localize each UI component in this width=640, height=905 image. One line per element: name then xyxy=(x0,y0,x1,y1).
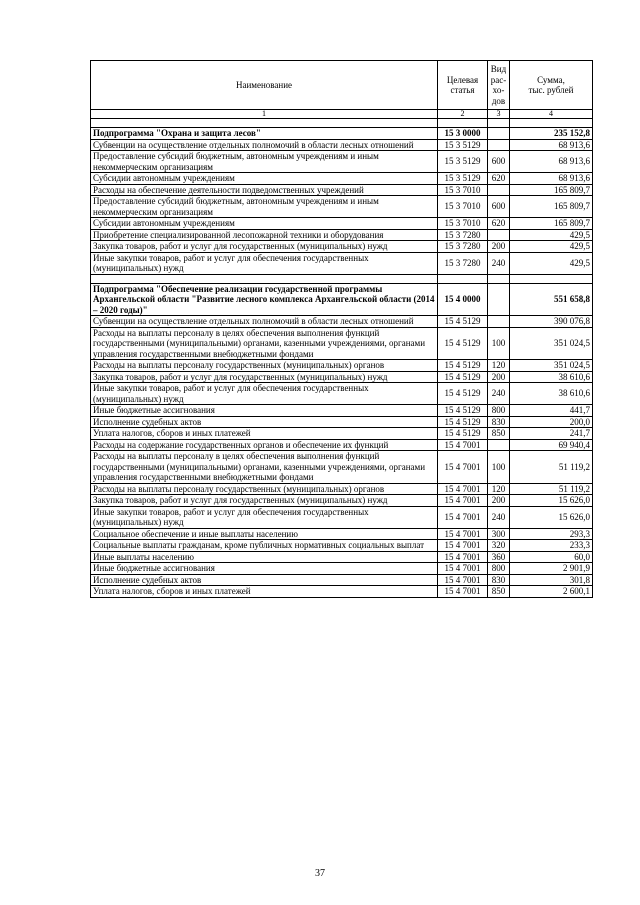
header-code-line: статья xyxy=(450,85,475,95)
vid-cell xyxy=(488,316,510,328)
vid-cell: 600 xyxy=(488,196,510,218)
code-cell: 15 4 7001 xyxy=(438,563,488,575)
sum-cell: 2 901,9 xyxy=(510,563,593,575)
table-row xyxy=(91,371,593,383)
vid-cell: 300 xyxy=(488,528,510,540)
spacer-cell xyxy=(91,274,438,283)
code-cell: 15 3 7280 xyxy=(438,241,488,253)
vid-cell: 320 xyxy=(488,540,510,552)
header-code-line: Целевая xyxy=(446,74,479,85)
name-cell: Уплата налогов, сборов и иных платежей xyxy=(91,586,438,598)
vid-cell: 800 xyxy=(488,563,510,575)
vid-cell: 830 xyxy=(488,416,510,428)
table-row xyxy=(91,416,593,428)
code-cell: 15 3 5129 xyxy=(438,139,488,151)
header-sum xyxy=(510,61,593,110)
column-number: 2 xyxy=(438,110,488,119)
header-name: Наименование xyxy=(91,61,438,110)
sum-cell: 68 913,6 xyxy=(510,151,593,173)
vid-cell xyxy=(488,128,510,140)
code-cell: 15 3 7280 xyxy=(438,229,488,241)
sum-cell: 293,3 xyxy=(510,528,593,540)
page-number: 37 xyxy=(315,868,325,879)
name-cell: Подпрограмма "Охрана и защита лесов" xyxy=(91,128,438,140)
vid-cell: 240 xyxy=(488,506,510,528)
spacer-cell xyxy=(438,274,488,283)
sum-cell: 301,8 xyxy=(510,574,593,586)
vid-cell: 830 xyxy=(488,574,510,586)
name-cell: Закупка товаров, работ и услуг для государственных (муниципальных) нужд xyxy=(91,241,438,253)
name-cell: Субвенции на осуществление отдельных полномочий в области лесных отношений xyxy=(91,139,438,151)
vid-cell: 800 xyxy=(488,405,510,417)
name-cell: Иные закупки товаров, работ и услуг для обеспечения государственных (муниципальных) нужд xyxy=(91,383,438,405)
sum-cell: 241,7 xyxy=(510,428,593,440)
spacer-cell xyxy=(510,274,593,283)
vid-cell: 200 xyxy=(488,241,510,253)
table-row xyxy=(91,360,593,372)
column-number: 4 xyxy=(510,110,593,119)
code-cell: 15 4 7001 xyxy=(438,483,488,495)
spacer-cell xyxy=(510,119,593,128)
name-cell: Приобретение специализированной лесопожарной техники и оборудования xyxy=(91,229,438,241)
code-cell: 15 4 7001 xyxy=(438,586,488,598)
table-row xyxy=(91,184,593,196)
code-cell: 15 4 5129 xyxy=(438,371,488,383)
vid-cell xyxy=(488,439,510,451)
header-sum-line: тыс. рублей xyxy=(528,85,574,95)
name-cell: Иные выплаты населению xyxy=(91,551,438,563)
code-cell: 15 4 7001 xyxy=(438,506,488,528)
sum-cell: 38 610,6 xyxy=(510,383,593,405)
name-cell: Предоставление субсидий бюджетным, автономным учреждениям и иным некоммерческим организациям xyxy=(91,196,438,218)
vid-cell: 360 xyxy=(488,551,510,563)
code-cell: 15 4 7001 xyxy=(438,540,488,552)
header-vid-line: Вид xyxy=(490,64,507,74)
sum-cell: 351 024,5 xyxy=(510,327,593,360)
code-cell: 15 4 5129 xyxy=(438,327,488,360)
header-vid-line: рас- xyxy=(490,74,507,85)
sum-cell: 68 913,6 xyxy=(510,139,593,151)
name-cell: Закупка товаров, работ и услуг для государственных (муниципальных) нужд xyxy=(91,371,438,383)
sum-cell: 15 626,0 xyxy=(510,495,593,507)
code-cell: 15 3 7010 xyxy=(438,218,488,230)
name-cell: Социальные выплаты гражданам, кроме публичных нормативных социальных выплат xyxy=(91,540,438,552)
spacer-cell xyxy=(91,119,438,128)
table-row xyxy=(91,506,593,528)
table-row xyxy=(91,428,593,440)
header-vid-line: дов xyxy=(491,95,506,106)
table-row xyxy=(91,495,593,507)
vid-cell xyxy=(488,184,510,196)
header-sum-line: Сумма, xyxy=(537,74,565,85)
sum-cell: 51 119,2 xyxy=(510,483,593,495)
sum-cell: 68 913,6 xyxy=(510,173,593,185)
table-row xyxy=(91,439,593,451)
name-cell: Субсидии автономным учреждениям xyxy=(91,173,438,185)
name-cell: Предоставление субсидий бюджетным, автономным учреждениям и иным некоммерческим организациям xyxy=(91,151,438,173)
name-cell: Исполнение судебных актов xyxy=(91,574,438,586)
vid-cell: 850 xyxy=(488,428,510,440)
table-row xyxy=(91,196,593,218)
sum-cell: 69 940,4 xyxy=(510,439,593,451)
spacer-cell xyxy=(438,119,488,128)
name-cell: Расходы на обеспечение деятельности подведомственных учреждений xyxy=(91,184,438,196)
name-cell: Субвенции на осуществление отдельных полномочий в области лесных отношений xyxy=(91,316,438,328)
table-row xyxy=(91,139,593,151)
name-cell: Расходы на выплаты персоналу в целях обеспечения выполнения функций государственными (муниципальными) органами, казенными учреждениями, органами управления государственными внебюджетными фондами xyxy=(91,327,438,360)
sum-cell: 200,0 xyxy=(510,416,593,428)
code-cell: 15 3 0000 xyxy=(438,128,488,140)
vid-cell: 620 xyxy=(488,218,510,230)
sum-cell: 441,7 xyxy=(510,405,593,417)
table-row xyxy=(91,252,593,274)
table-row xyxy=(91,483,593,495)
table-row xyxy=(91,173,593,185)
vid-cell xyxy=(488,229,510,241)
code-cell: 15 4 5129 xyxy=(438,316,488,328)
code-cell: 15 3 5129 xyxy=(438,173,488,185)
vid-cell: 120 xyxy=(488,360,510,372)
name-cell: Расходы на выплаты персоналу государственных (муниципальных) органов xyxy=(91,483,438,495)
header-vid-line: хо- xyxy=(492,85,505,95)
sum-cell: 429,5 xyxy=(510,241,593,253)
code-cell: 15 4 5129 xyxy=(438,383,488,405)
code-cell: 15 4 7001 xyxy=(438,551,488,563)
spacer-row xyxy=(91,274,593,283)
sum-cell: 551 658,8 xyxy=(510,283,593,316)
sum-cell: 351 024,5 xyxy=(510,360,593,372)
code-cell: 15 4 5129 xyxy=(438,405,488,417)
name-cell: Исполнение судебных актов xyxy=(91,416,438,428)
sum-cell: 429,5 xyxy=(510,229,593,241)
sum-cell: 390 076,8 xyxy=(510,316,593,328)
table-row xyxy=(91,586,593,598)
subprogram-row xyxy=(91,128,593,140)
code-cell: 15 4 7001 xyxy=(438,528,488,540)
sum-cell: 15 626,0 xyxy=(510,506,593,528)
vid-cell: 100 xyxy=(488,327,510,360)
table-row xyxy=(91,540,593,552)
vid-cell: 850 xyxy=(488,586,510,598)
vid-cell: 200 xyxy=(488,371,510,383)
name-cell: Подпрограмма "Обеспечение реализации государственной программы Архангельской области "Развитие лесного комплекса Архангельской области (2014 – 2020 годы)" xyxy=(91,283,438,316)
header-vid xyxy=(488,61,510,110)
vid-cell: 240 xyxy=(488,252,510,274)
code-cell: 15 4 5129 xyxy=(438,416,488,428)
budget-table xyxy=(90,60,593,598)
sum-cell: 233,3 xyxy=(510,540,593,552)
header-code xyxy=(438,61,488,110)
vid-cell: 200 xyxy=(488,495,510,507)
vid-cell: 120 xyxy=(488,483,510,495)
code-cell: 15 3 7010 xyxy=(438,196,488,218)
code-cell: 15 4 5129 xyxy=(438,360,488,372)
sum-cell: 165 809,7 xyxy=(510,218,593,230)
vid-cell: 620 xyxy=(488,173,510,185)
code-cell: 15 4 0000 xyxy=(438,283,488,316)
table-row xyxy=(91,405,593,417)
sum-cell: 38 610,6 xyxy=(510,371,593,383)
vid-cell: 600 xyxy=(488,151,510,173)
code-cell: 15 4 7001 xyxy=(438,495,488,507)
name-cell: Социальное обеспечение и иные выплаты населению xyxy=(91,528,438,540)
table-row xyxy=(91,563,593,575)
table-row xyxy=(91,528,593,540)
spacer-row xyxy=(91,119,593,128)
name-cell: Субсидии автономным учреждениям xyxy=(91,218,438,230)
sum-cell: 165 809,7 xyxy=(510,184,593,196)
code-cell: 15 3 7280 xyxy=(438,252,488,274)
code-cell: 15 4 7001 xyxy=(438,574,488,586)
sum-cell: 235 152,8 xyxy=(510,128,593,140)
table-row xyxy=(91,451,593,484)
sum-cell: 60,0 xyxy=(510,551,593,563)
name-cell: Иные закупки товаров, работ и услуг для обеспечения государственных (муниципальных) нужд xyxy=(91,252,438,274)
name-cell: Расходы на выплаты персоналу государственных (муниципальных) органов xyxy=(91,360,438,372)
code-cell: 15 3 5129 xyxy=(438,151,488,173)
name-cell: Иные бюджетные ассигнования xyxy=(91,405,438,417)
code-cell: 15 4 7001 xyxy=(438,451,488,484)
table-row xyxy=(91,316,593,328)
code-cell: 15 3 7010 xyxy=(438,184,488,196)
table-row xyxy=(91,327,593,360)
vid-cell: 100 xyxy=(488,451,510,484)
table-row xyxy=(91,151,593,173)
name-cell: Расходы на выплаты персоналу в целях обеспечения выполнения функций государственными (муниципальными) органами, казенными учреждениями, органами управления государственными внебюджетными фондами xyxy=(91,451,438,484)
name-cell: Иные закупки товаров, работ и услуг для обеспечения государственных (муниципальных) нужд xyxy=(91,506,438,528)
column-number: 3 xyxy=(488,110,510,119)
code-cell: 15 4 7001 xyxy=(438,439,488,451)
sum-cell: 51 119,2 xyxy=(510,451,593,484)
spacer-cell xyxy=(488,274,510,283)
table-row xyxy=(91,383,593,405)
table-header-row xyxy=(91,61,593,110)
subprogram-row xyxy=(91,283,593,316)
table-row xyxy=(91,551,593,563)
name-cell: Иные бюджетные ассигнования xyxy=(91,563,438,575)
sum-cell: 165 809,7 xyxy=(510,196,593,218)
sum-cell: 2 600,1 xyxy=(510,586,593,598)
spacer-cell xyxy=(488,119,510,128)
table-row xyxy=(91,241,593,253)
name-cell: Закупка товаров, работ и услуг для государственных (муниципальных) нужд xyxy=(91,495,438,507)
table-row xyxy=(91,574,593,586)
column-number-row xyxy=(91,110,593,119)
table-row xyxy=(91,229,593,241)
column-number: 1 xyxy=(91,110,438,119)
vid-cell xyxy=(488,139,510,151)
name-cell: Уплата налогов, сборов и иных платежей xyxy=(91,428,438,440)
vid-cell xyxy=(488,283,510,316)
sum-cell: 429,5 xyxy=(510,252,593,274)
code-cell: 15 4 5129 xyxy=(438,428,488,440)
name-cell: Расходы на содержание государственных органов и обеспечение их функций xyxy=(91,439,438,451)
vid-cell: 240 xyxy=(488,383,510,405)
table-row xyxy=(91,218,593,230)
